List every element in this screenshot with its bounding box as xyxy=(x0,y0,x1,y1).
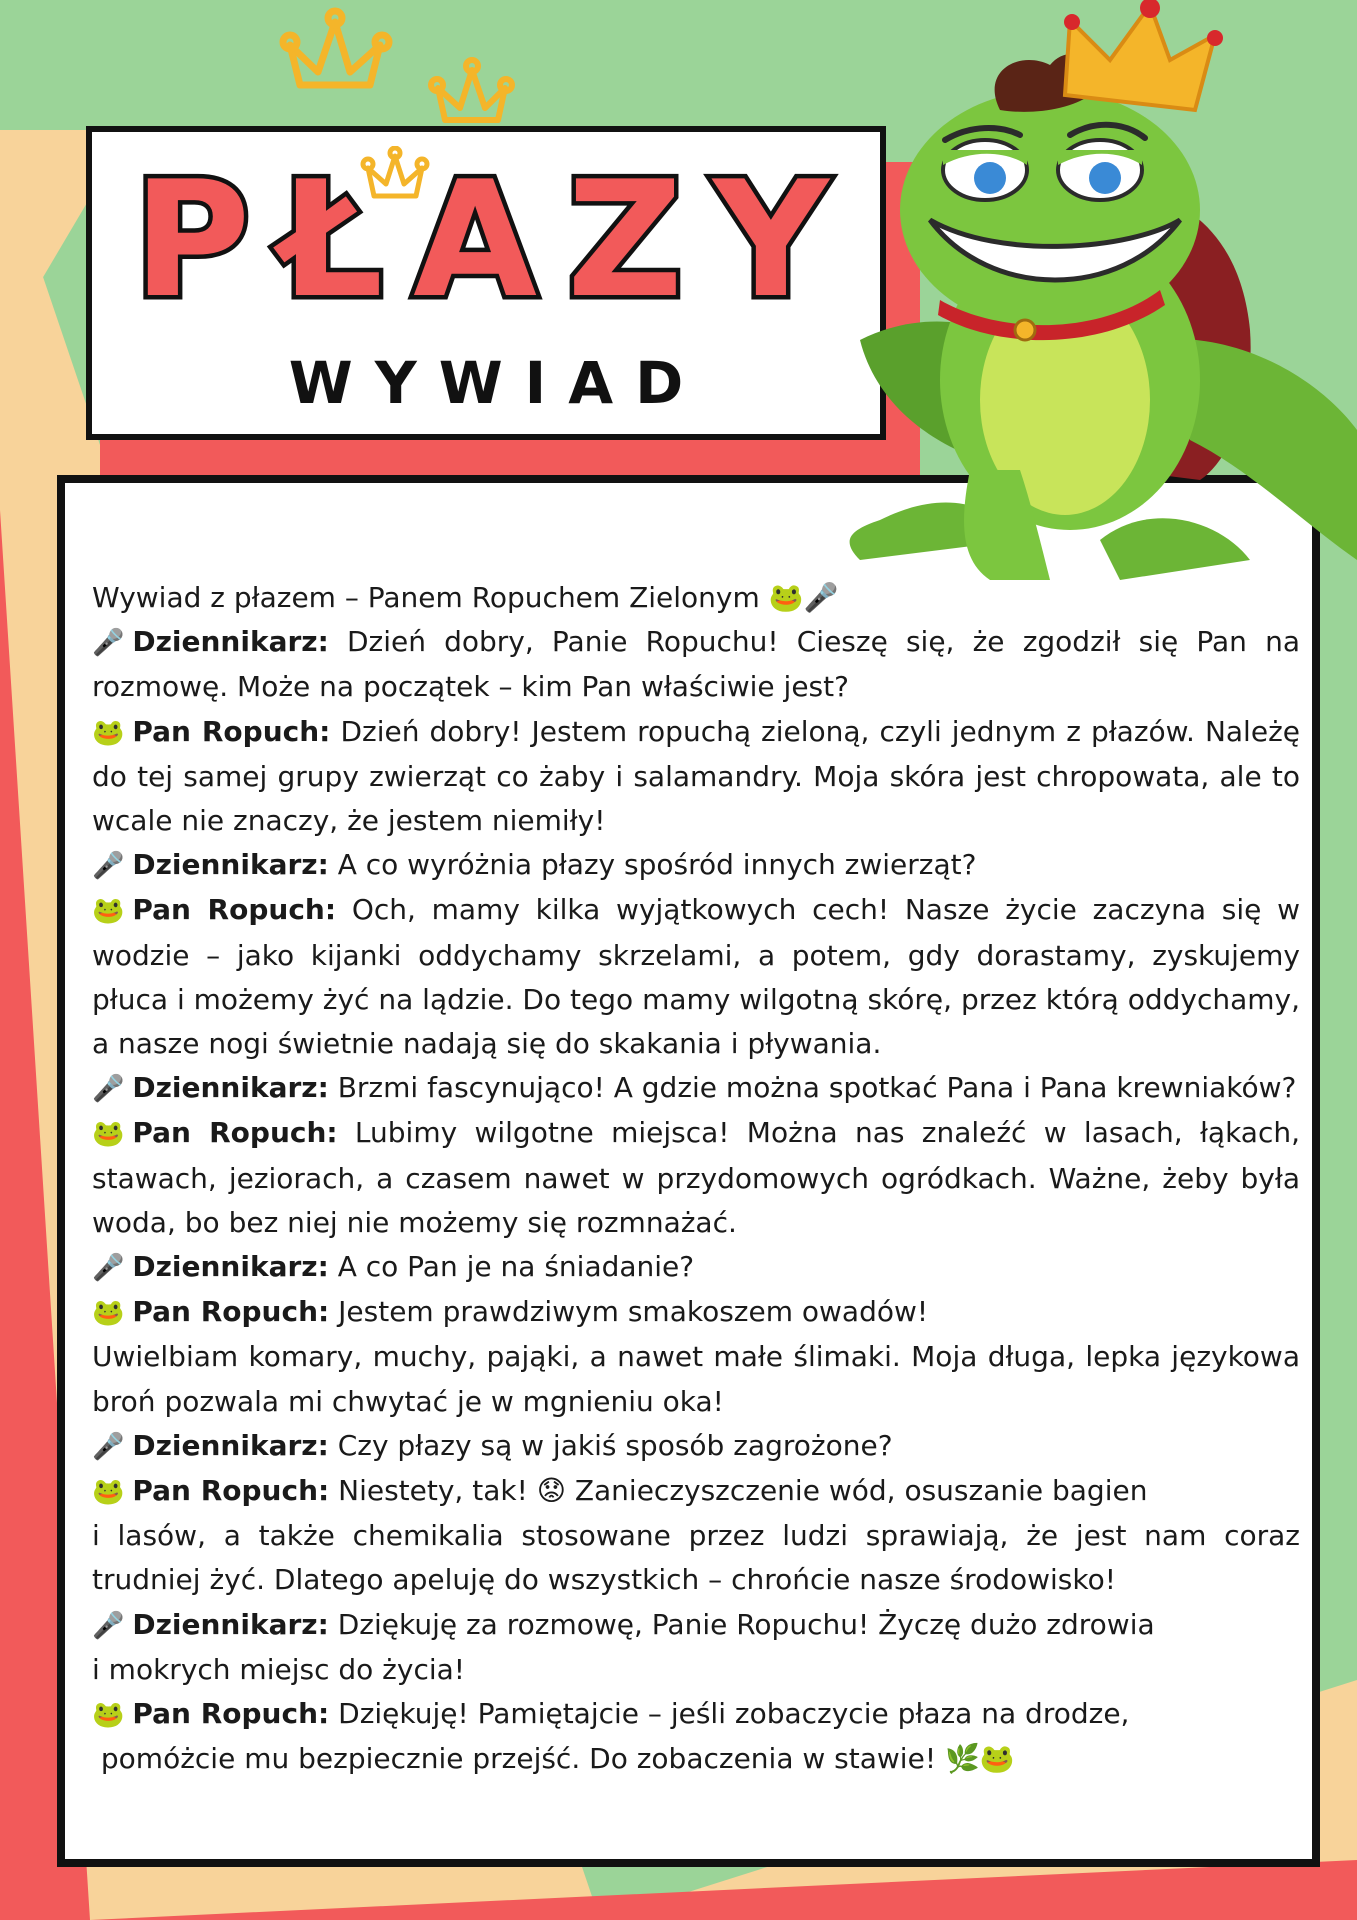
answer-4-continued: Uwielbiam komary, muchy, pająki, a nawet małe ślimaki. Moja długa, lepka językowa broń pozwala mi chwytać je w mgnieniu oka! xyxy=(92,1340,1300,1418)
interview-intro: Wywiad z płazem – Panem Ropuchem Zielonym 🐸🎤 xyxy=(92,581,839,614)
speaker-toad: Pan Ropuch: xyxy=(132,893,337,927)
frog-icon: 🐸 xyxy=(92,1700,125,1731)
speaker-toad: Pan Ropuch: xyxy=(132,714,331,748)
crown-icon xyxy=(1064,0,1223,110)
page-title: PŁAZY xyxy=(133,146,859,333)
question-4: 🎤 Dziennikarz: A co Pan je na śniadanie? xyxy=(92,1245,1300,1290)
frog-icon: 🐸 xyxy=(92,1477,125,1508)
speaker-journalist: Dziennikarz: xyxy=(132,1250,329,1284)
interview-box xyxy=(57,475,1320,1867)
mic-icon: 🎤 xyxy=(92,1610,125,1641)
speaker-journalist: Dziennikarz: xyxy=(132,1607,329,1641)
question-2: 🎤 Dziennikarz: A co wyróżnia płazy spośród innych zwierząt? xyxy=(92,843,1300,888)
interview-text xyxy=(92,576,1300,1781)
question-6-continued: i mokrych miejsc do życia! xyxy=(92,1652,465,1686)
speaker-toad: Pan Ropuch: xyxy=(132,1697,330,1731)
frog-icon: 🐸 xyxy=(92,896,125,927)
frog-icon: 🐸 xyxy=(979,1742,1015,1776)
speaker-toad: Pan Ropuch: xyxy=(132,1116,338,1150)
mic-icon: 🎤 xyxy=(92,1074,125,1105)
speaker-toad: Pan Ropuch: xyxy=(132,1295,330,1329)
mic-icon: 🎤 xyxy=(92,1253,125,1284)
answer-3: 🐸 Pan Ropuch: Lubimy wilgotne miejsca! Można nas znaleźć w lasach, łąkach, stawach, jeziorach, a czasem nawet w przydomowych ogródkach. Ważne, żeby była woda, bo bez niej nie możemy się rozmnażać. xyxy=(92,1111,1300,1245)
herb-icon: 🌿 xyxy=(944,1742,980,1776)
mic-icon: 🎤 xyxy=(92,851,125,882)
question-5: 🎤 Dziennikarz: Czy płazy są w jakiś sposób zagrożone? xyxy=(92,1424,1300,1469)
mic-icon: 🎤 xyxy=(803,581,839,614)
frog-icon: 🐸 xyxy=(92,1119,125,1150)
speaker-journalist: Dziennikarz: xyxy=(132,1071,329,1105)
frog-icon: 🐸 xyxy=(92,1298,125,1329)
question-3: 🎤 Dziennikarz: Brzmi fascynująco! A gdzie można spotkać Pana i Pana krewniaków? xyxy=(92,1066,1300,1111)
answer-1: 🐸 Pan Ropuch: Dzień dobry! Jestem ropuchą zieloną, czyli jednym z płazów. Należę do tej samej grupy zwierząt co żaby i salamandry. Moja skóra jest chropowata, ale to wcale nie znaczy, że jestem niemiły! xyxy=(92,710,1300,844)
frog-prince-illustration xyxy=(820,0,1357,600)
answer-6: 🐸 Pan Ropuch: Dziękuję! Pamiętajcie – jeśli zobaczycie płaza na drodze, xyxy=(92,1692,1300,1737)
title-box xyxy=(86,126,886,440)
answer-4: 🐸 Pan Ropuch: Jestem prawdziwym smakoszem owadów! xyxy=(92,1290,1300,1335)
question-1: 🎤 Dziennikarz: Dzień dobry, Panie Ropuchu! Cieszę się, że zgodził się Pan na rozmowę. Może na początek – kim Pan właściwie jest? xyxy=(92,620,1300,709)
answer-6-continued: pomóżcie mu bezpiecznie przejść. Do zobaczenia w stawie! 🌿🐸 xyxy=(100,1742,1015,1776)
frog-icon: 🐸 xyxy=(768,581,804,614)
speaker-journalist: Dziennikarz: xyxy=(132,625,329,659)
speaker-toad: Pan Ropuch: xyxy=(132,1474,330,1508)
speaker-journalist: Dziennikarz: xyxy=(132,848,329,882)
worried-face-icon: 😟 xyxy=(536,1474,566,1508)
frog-icon: 🐸 xyxy=(92,717,125,748)
answer-2: 🐸 Pan Ropuch: Och, mamy kilka wyjątkowych cech! Nasze życie zaczyna się w wodzie – jako kijanki oddychamy skrzelami, a potem, gdy dorastamy, zyskujemy płuca i możemy żyć na lądzie. Do tego mamy wilgotną skórę, przez którą oddychamy, a nasze nogi świetnie nadają się do skakania i pływania. xyxy=(92,888,1300,1066)
question-6: 🎤 Dziennikarz: Dziękuję za rozmowę, Panie Ropuchu! Życzę dużo zdrowia xyxy=(92,1603,1300,1648)
page-subtitle: WYWIAD xyxy=(288,349,706,417)
answer-5-continued: i lasów, a także chemikalia stosowane przez ludzi sprawiają, że jest nam coraz trudniej żyć. Dlatego apeluję do wszystkich – chrońcie nasze środowisko! xyxy=(92,1519,1300,1597)
answer-5: 🐸 Pan Ropuch: Niestety, tak! 😟 Zanieczyszczenie wód, osuszanie bagien xyxy=(92,1469,1300,1514)
mic-icon: 🎤 xyxy=(92,1431,125,1462)
mic-icon: 🎤 xyxy=(92,628,125,659)
speaker-journalist: Dziennikarz: xyxy=(132,1428,329,1462)
